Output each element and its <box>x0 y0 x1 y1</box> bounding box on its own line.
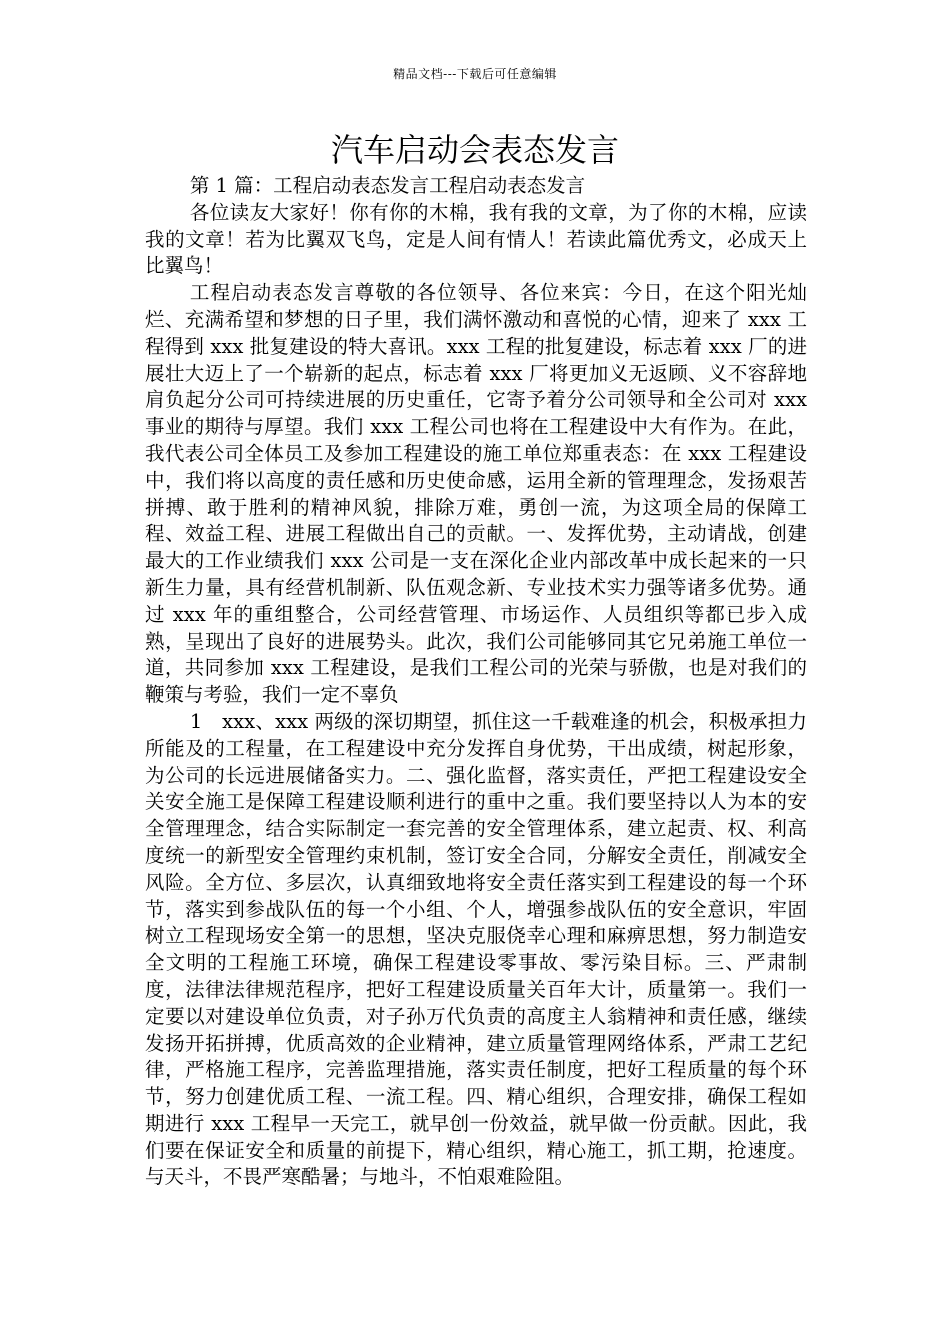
paragraph-speech-part-1: 工程启动表态发言尊敬的各位领导、各位来宾：今日，在这个阳光灿烂、充满希望和梦想的日子里，我们满怀激动和喜悦的心情，迎来了 xxx 工程得到 xxx 批复建设的特大喜讯。xxx 工程的批复建设，标志着 xxx 厂的进展壮大迈上了一个崭新的起点，标志着 xxx 厂将更加义无返顾、义不容辞地肩负起分公司可持续进展的历史重任，它寄予着分公司领导和全公司对 xxx 事业的期待与厚望。我们 xxx 工程公司也将在工程建设中大有作为。在此，我代表公司全体员工及参加工程建设的施工单位郑重表态：在 xxx 工程建设中，我们将以高度的责任感和历史使命感，运用全新的管理理念，发扬艰苦拼搏、敢于胜利的精神风貌，排除万难，勇创一流，为这项全局的保障工程、效益工程、进展工程做出自己的贡献。一、发挥优势，主动请战，创建最大的工作业绩我们 xxx 公司是一支在深化企业内部改革中成长起来的一只新生力量，具有经营机制新、队伍观念新、专业技术实力强等诸多优势。通过 xxx 年的重组整合，公司经营管理、市场运作、人员组织等都已步入成熟，呈现出了良好的进展势头。此次，我们公司能够同其它兄弟施工单位一道，共同参加 xxx 工程建设，是我们工程公司的光荣与骄傲，也是对我们的鞭策与考验，我们一定不辜负 <box>145 281 807 707</box>
paragraph-greeting: 各位读友大家好！你有你的木棉，我有我的文章，为了你的木棉，应读我的文章！若为比翼双飞鸟，定是人间有情人！若读此篇优秀文，必成天上比翼鸟！ <box>145 200 807 278</box>
document-body <box>145 173 807 1191</box>
paragraph-speech-part-2: 1 xxx、xxx 两级的深切期望，抓住这一千载难逢的机会，积极承担力所能及的工程量，在工程建设中充分发挥自身优势，干出成绩，树起形象，为公司的长远进展储备实力。二、强化监督，落实责任，严把工程建设安全关安全施工是保障工程建设顺利进行的重中之重。我们要坚持以人为本的安全管理理念，结合实际制定一套完善的安全管理体系，建立起责、权、利高度统一的新型安全管理约束机制，签订安全合同，分解安全责任，削减安全风险。全方位、多层次，认真细致地将安全责任落实到工程建设的每一个环节，落实到参战队伍的每一个小组、个人，增强参战队伍的安全意识，牢固树立工程现场安全第一的思想，坚决克服侥幸心理和麻痹思想，努力制造安全文明的工程施工环境，确保工程建设零事故、零污染目标。三、严肃制度，法律法律规范程序，把好工程建设质量关百年大计，质量第一。我们一定要以对建设单位负责，对子孙万代负责的高度主人翁精神和责任感，继续发扬开拓拼搏，优质高效的企业精神，建立质量管理网络体系，严肃工艺纪律，严格施工程序，完善监理措施，落实责任制度，把好工程质量的每个环节，努力创建优质工程、一流工程。四、精心组织，合理安排，确保工程如期进行 xxx 工程早一天完工，就早创一份效益，就早做一份贡献。因此，我们要在保证安全和质量的前提下，精心组织，精心施工，抓工期，抢速度。与天斗，不畏严寒酷暑；与地斗，不怕艰难险阻。 <box>145 709 807 1189</box>
document-title: 汽车启动会表态发言 <box>330 131 619 169</box>
section-heading: 第 1 篇：工程启动表态发言工程启动表态发言 <box>189 174 586 197</box>
page-header: 精品文档---下载后可任意编辑 <box>393 67 557 81</box>
